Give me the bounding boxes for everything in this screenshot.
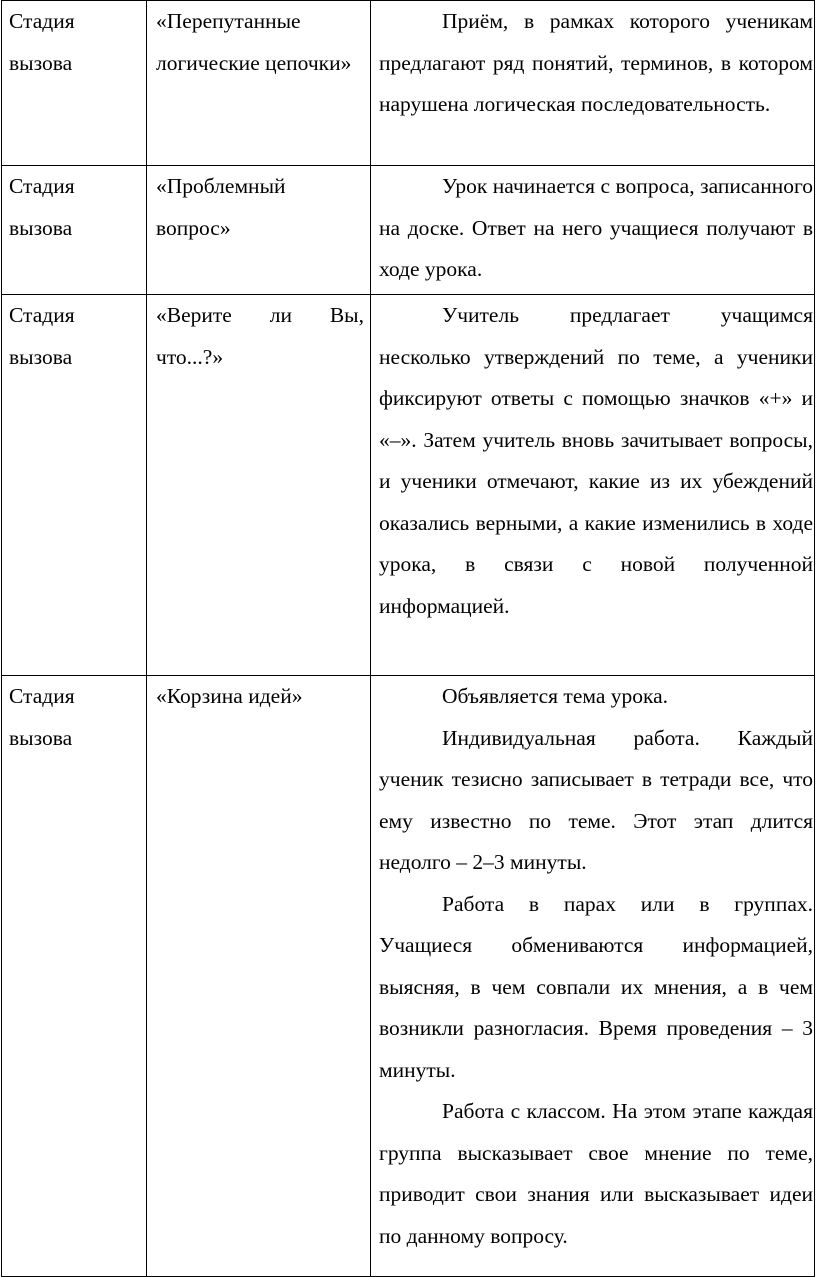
description-paragraph: Приём, в рамках которого ученикам предлагают ряд понятий, терминов, в котором нарушена логическая последовательность. bbox=[379, 9, 813, 116]
description-cell bbox=[371, 1, 815, 166]
method-name-cell: «Перепутанные логические цепочки» bbox=[147, 1, 371, 166]
method-name-cell: «Корзина идей» bbox=[147, 676, 371, 1277]
method-name-cell: «Проблемный вопрос» bbox=[147, 166, 371, 295]
stage-cell: Стадия вызова bbox=[2, 166, 147, 295]
description-paragraph: Индивидуальная работа. Каждый ученик тезисно записывает в тетради все, что ему известно по теме. Этот этап длится недолго – 2–3 минуты. bbox=[379, 725, 813, 874]
stage-cell: Стадия вызова bbox=[2, 676, 147, 1277]
method-name-cell: «Верите ли Вы, что...?» bbox=[147, 295, 371, 676]
description-paragraph: Объявляется тема урока. bbox=[442, 684, 669, 708]
methods-table bbox=[1, 0, 815, 1277]
description-cell bbox=[371, 166, 815, 295]
description-cell bbox=[371, 676, 815, 1277]
table-row bbox=[2, 1, 815, 166]
table-row bbox=[2, 295, 815, 676]
description-paragraph: Работа в парах или в группах. Учащиеся обмениваются информацией, выясняя, в чем совпали их мнения, а в чем возникли разногласия. Время проведения – 3 минуты. bbox=[379, 891, 813, 1082]
description-paragraph: Урок начинается с вопроса, записанного на доске. Ответ на него учащиеся получают в ходе урока. bbox=[379, 174, 813, 281]
description-paragraph: Работа с классом. На этом этапе каждая группа высказывает свое мнение по теме, приводит свои знания или высказывает идеи по данному вопросу. bbox=[379, 1099, 813, 1248]
stage-cell: Стадия вызова bbox=[2, 1, 147, 166]
description-cell bbox=[371, 295, 815, 676]
table-row bbox=[2, 676, 815, 1277]
table-row bbox=[2, 166, 815, 295]
stage-cell: Стадия вызова bbox=[2, 295, 147, 676]
description-paragraph: Учитель предлагает учащимся несколько утверждений по теме, а ученики фиксируют ответы с помощью значков «+» и «–». Затем учитель вновь зачитывает вопросы, и ученики отмечают, какие из их убеждений оказались верными, а какие изменились в ходе урока, в связи с новой полученной информацией. bbox=[379, 303, 813, 618]
